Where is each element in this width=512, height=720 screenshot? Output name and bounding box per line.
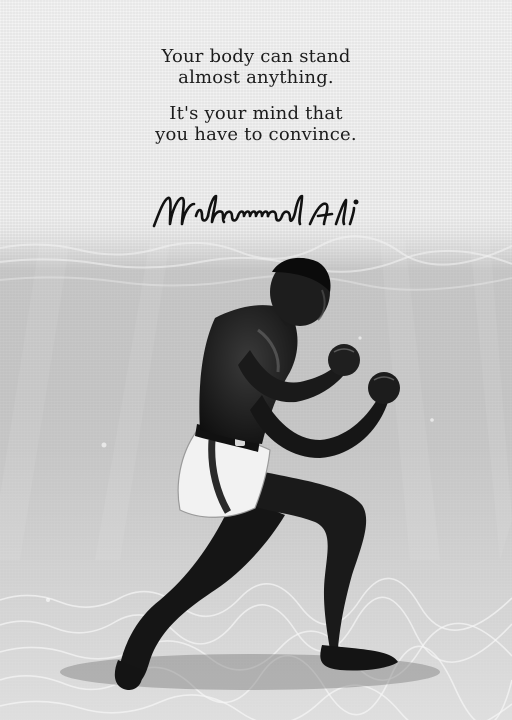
quote-line-3: It's your mind that: [169, 103, 343, 124]
quote-line-1: Your body can stand: [161, 46, 351, 67]
quote-line-4: you have to convince.: [155, 124, 357, 145]
quote-gap: [0, 88, 512, 103]
signature-image: [150, 190, 370, 232]
quote: [0, 46, 512, 145]
quote-line-2: almost anything.: [178, 67, 334, 88]
